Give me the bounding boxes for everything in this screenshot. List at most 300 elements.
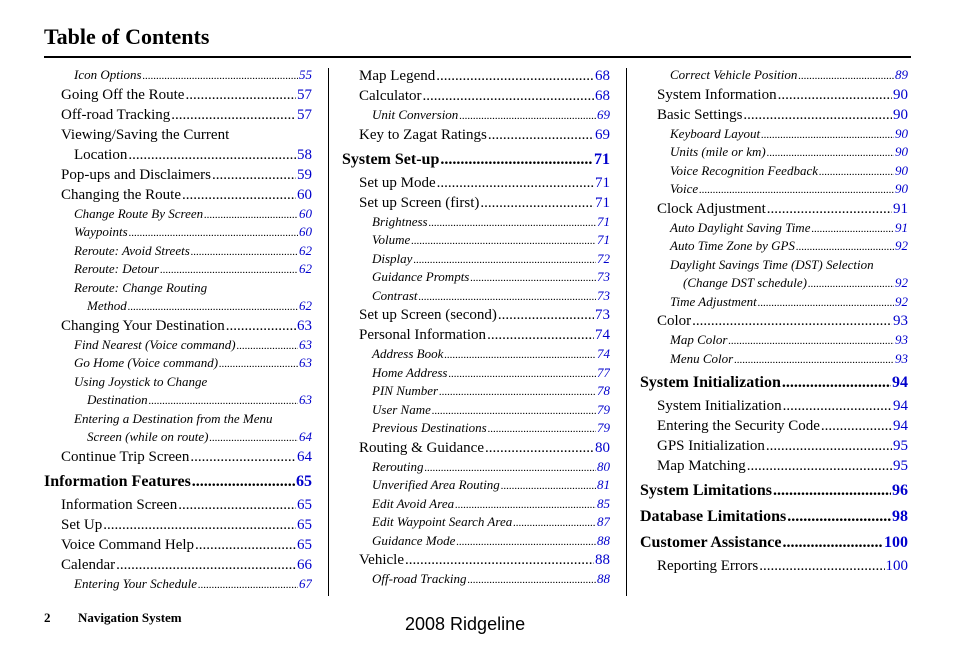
toc-entry-label: User Name	[372, 401, 431, 417]
toc-entry[interactable]	[640, 456, 908, 476]
toc-page-link[interactable]: 62	[299, 298, 312, 313]
toc-entry[interactable]	[342, 438, 610, 458]
toc-entry[interactable]	[342, 125, 610, 145]
toc-entry-label: Menu Color	[670, 350, 734, 366]
toc-entry[interactable]	[342, 550, 610, 570]
dot-leader	[456, 533, 596, 551]
toc-entry-label: Find Nearest (Voice command)	[74, 336, 236, 352]
toc-page-link[interactable]: 63	[297, 317, 312, 334]
toc-entry[interactable]	[44, 575, 312, 594]
toc-entry[interactable]	[640, 219, 908, 238]
toc-entry-label: GPS Initialization	[657, 438, 765, 454]
dot-leader	[513, 514, 596, 532]
toc-entry-label: Change Route By Screen	[74, 205, 204, 221]
dot-leader	[811, 220, 894, 238]
dot-leader	[819, 163, 894, 181]
dot-leader	[808, 275, 894, 293]
toc-entry[interactable]	[44, 297, 312, 316]
toc-entry-label: (Change DST schedule)	[683, 275, 807, 290]
toc-page-link[interactable]: 92	[895, 293, 908, 309]
dot-leader	[143, 67, 298, 85]
toc-entry[interactable]	[640, 436, 908, 456]
toc-page-link[interactable]: 94	[892, 374, 908, 391]
toc-section-heading[interactable]	[44, 471, 312, 493]
toc-column-1	[44, 66, 312, 593]
dot-leader	[787, 506, 891, 528]
toc-entry[interactable]	[640, 416, 908, 436]
toc-page-link[interactable]: 58	[297, 146, 312, 163]
dot-leader	[758, 294, 894, 312]
toc-entry[interactable]	[44, 336, 312, 355]
toc-page-link[interactable]: 79	[597, 420, 610, 435]
toc-page-link[interactable]: 93	[895, 350, 908, 366]
toc-page-link[interactable]: 60	[299, 224, 312, 239]
toc-entry[interactable]	[640, 85, 908, 105]
toc-entry[interactable]	[342, 305, 610, 325]
toc-entry-label: Off-road Tracking	[372, 571, 467, 586]
toc-entry-label: Units (mile or km)	[670, 144, 766, 159]
toc-entry-label: System Information	[657, 86, 777, 103]
toc-page-link[interactable]: 73	[597, 269, 610, 284]
toc-page-link[interactable]: 66	[297, 556, 312, 573]
toc-entry-label: Vehicle	[359, 552, 404, 568]
toc-entry-label: Address Book	[372, 346, 444, 361]
toc-page-link[interactable]: 91	[893, 200, 908, 217]
toc-entry[interactable]	[44, 447, 312, 467]
toc-entry[interactable]	[640, 143, 908, 162]
toc-entry[interactable]	[44, 495, 312, 515]
toc-page-link[interactable]: 77	[597, 364, 610, 380]
toc-entry[interactable]	[640, 66, 908, 85]
toc-entry-label: Key to Zagat Ratings	[359, 126, 487, 143]
toc-entry-label: Edit Waypoint Search Area	[372, 514, 513, 529]
toc-page-link[interactable]: 69	[597, 107, 610, 122]
toc-page-link[interactable]: 95	[893, 458, 908, 474]
toc-entry[interactable]	[640, 396, 908, 416]
toc-page-link[interactable]: 74	[597, 346, 610, 361]
toc-entry-label: Auto Time Zone by GPS	[670, 238, 795, 253]
toc-entry[interactable]	[640, 293, 908, 312]
toc-entry-label: Information Screen	[61, 496, 178, 513]
toc-page-link[interactable]: 68	[595, 88, 610, 104]
toc-page-link[interactable]: 88	[597, 571, 610, 586]
dot-leader	[487, 325, 594, 345]
toc-entry[interactable]	[640, 199, 908, 219]
toc-entry-label: Color	[657, 313, 692, 329]
toc-entry[interactable]	[44, 223, 312, 242]
toc-entry[interactable]	[342, 364, 610, 383]
dot-leader	[759, 556, 884, 576]
toc-section-heading[interactable]	[640, 506, 908, 528]
dot-leader	[178, 495, 296, 515]
toc-entry[interactable]	[44, 205, 312, 224]
toc-entry-label: Rerouting	[372, 458, 424, 474]
toc-entry-label: Location	[74, 146, 128, 163]
dot-leader	[485, 438, 594, 458]
toc-page-link[interactable]: 64	[299, 429, 312, 444]
toc-page-link[interactable]: 98	[892, 508, 908, 525]
toc-page-link[interactable]: 63	[299, 336, 312, 352]
toc-page-link[interactable]: 73	[595, 307, 610, 323]
toc-entry-label: Entering the Security Code	[657, 418, 820, 434]
dot-leader	[425, 459, 596, 477]
dot-leader	[767, 199, 892, 219]
toc-page-link[interactable]: 94	[893, 398, 908, 414]
dot-leader	[782, 372, 891, 394]
toc-entry[interactable]	[44, 428, 312, 447]
toc-entry-label: Guidance Mode	[372, 532, 456, 548]
toc-page-link[interactable]: 60	[299, 205, 312, 221]
toc-page-link[interactable]: 55	[299, 67, 312, 82]
toc-entry-label: Correct Vehicle Position	[670, 67, 798, 82]
toc-entry-label: Auto Daylight Saving Time	[670, 219, 811, 235]
dot-leader	[171, 105, 296, 125]
toc-entry[interactable]	[342, 231, 610, 250]
dot-leader	[182, 185, 296, 205]
dot-leader	[116, 555, 296, 575]
dot-leader	[747, 456, 892, 476]
toc-page-link[interactable]: 68	[595, 68, 610, 84]
toc-section-heading[interactable]	[640, 480, 908, 502]
toc-entry-label: Entering a Destination from the Menu	[74, 410, 273, 426]
dot-leader	[459, 107, 596, 125]
toc-entry-label: Display	[372, 250, 413, 266]
toc-page-link[interactable]: 90	[895, 162, 908, 178]
toc-entry-label: Daylight Savings Time (DST) Selection	[670, 256, 874, 272]
toc-page-link[interactable]: 71	[595, 194, 610, 211]
toc-section-heading[interactable]	[342, 149, 610, 171]
toc-page-link[interactable]: 100	[885, 558, 908, 574]
toc-entry[interactable]	[640, 350, 908, 369]
dot-leader	[432, 402, 596, 420]
toc-entry[interactable]	[640, 331, 908, 350]
toc-page-link[interactable]: 92	[895, 275, 908, 290]
toc-page-link[interactable]: 57	[297, 86, 312, 103]
toc-entry-label: Brightness	[372, 213, 428, 229]
toc-entry-label: Unit Conversion	[372, 107, 459, 122]
toc-section-heading[interactable]	[640, 372, 908, 394]
toc-entry-label: Map Legend	[359, 68, 436, 84]
toc-entry[interactable]	[342, 513, 610, 532]
dot-leader	[439, 383, 596, 401]
dot-leader	[195, 535, 296, 555]
toc-entry[interactable]	[44, 145, 312, 165]
toc-page-link[interactable]: 88	[597, 532, 610, 548]
toc-entry	[44, 125, 312, 145]
toc-entry[interactable]	[44, 185, 312, 205]
toc-entry-label: Destination	[87, 392, 148, 407]
toc-page-link[interactable]: 67	[299, 575, 312, 591]
toc-page-link[interactable]: 71	[597, 213, 610, 229]
toc-entry-label: Contrast	[372, 287, 418, 303]
toc-entry-label: PIN Number	[372, 383, 439, 398]
toc-page-link[interactable]: 90	[895, 181, 908, 196]
toc-page-link[interactable]: 71	[594, 150, 610, 168]
toc-entry-label: Continue Trip Screen	[61, 448, 190, 465]
column-divider-1	[328, 68, 329, 596]
dot-leader	[128, 298, 298, 316]
toc-page-link[interactable]: 65	[297, 496, 312, 513]
toc-entry[interactable]	[342, 173, 610, 193]
dot-leader	[728, 332, 894, 350]
toc-entry[interactable]	[342, 401, 610, 420]
dot-leader	[190, 447, 296, 467]
toc-page-link[interactable]: 59	[297, 166, 312, 183]
toc-entry[interactable]	[44, 165, 312, 185]
dot-leader	[198, 576, 298, 594]
toc-column-2	[342, 66, 610, 589]
dot-leader	[413, 251, 596, 269]
toc-entry-label: Method	[87, 298, 127, 313]
toc-page-link[interactable]: 90	[893, 106, 908, 123]
toc-entry-label: Going Off the Route	[61, 86, 185, 103]
toc-entry[interactable]	[44, 354, 312, 373]
toc-entry[interactable]	[342, 250, 610, 269]
toc-entry-label: Changing the Route	[61, 186, 181, 203]
toc-entry[interactable]	[342, 570, 610, 589]
toc-entry-label: Set up Screen (first)	[359, 194, 480, 211]
toc-page-link[interactable]: 90	[893, 86, 908, 103]
toc-entry[interactable]	[342, 66, 610, 86]
toc-entry-label: Set Up	[61, 516, 103, 533]
toc-entry-label: Personal Information	[359, 327, 487, 343]
toc-entry	[640, 256, 908, 275]
toc-entry-label: Reroute: Change Routing	[74, 279, 208, 295]
dot-leader	[436, 66, 594, 86]
toc-entry-label: Entering Your Schedule	[74, 575, 198, 591]
dot-leader	[191, 243, 298, 261]
toc-entry[interactable]	[640, 237, 908, 256]
toc-entry-label: Go Home (Voice command)	[74, 355, 219, 370]
toc-entry[interactable]	[342, 419, 610, 438]
page-title: Table of Contents	[44, 24, 210, 49]
toc-page-link[interactable]: 64	[297, 448, 312, 465]
toc-entry[interactable]	[44, 316, 312, 336]
toc-entry[interactable]	[342, 476, 610, 495]
toc-entry-label: Reporting Errors	[657, 558, 759, 574]
toc-entry-label: Waypoints	[74, 224, 128, 239]
toc-entry[interactable]	[342, 325, 610, 345]
toc-entry[interactable]	[640, 125, 908, 144]
toc-page-link[interactable]: 60	[297, 186, 312, 203]
toc-page-link[interactable]: 79	[597, 401, 610, 417]
toc-entry-label: Pop-ups and Disclaimers	[61, 166, 211, 183]
toc-page-link[interactable]: 92	[895, 238, 908, 253]
toc-entry[interactable]	[44, 242, 312, 261]
dot-leader	[470, 269, 596, 287]
dot-leader	[821, 416, 892, 436]
toc-entry[interactable]	[342, 268, 610, 287]
toc-entry-label: Voice Recognition Feedback	[670, 162, 818, 178]
dot-leader	[796, 238, 894, 256]
dot-leader	[767, 144, 894, 162]
dot-leader	[103, 515, 296, 535]
toc-entry[interactable]	[342, 106, 610, 125]
toc-entry-label: Reroute: Detour	[74, 261, 160, 276]
dot-leader	[498, 305, 594, 325]
footer-page-number: 2	[44, 610, 51, 625]
toc-entry[interactable]	[44, 535, 312, 555]
dot-leader	[405, 550, 594, 570]
dot-leader	[212, 165, 296, 185]
dot-leader	[480, 193, 594, 213]
toc-entry-label: Set up Screen (second)	[359, 307, 497, 323]
toc-entry-label: Reroute: Avoid Streets	[74, 242, 190, 258]
dot-leader	[128, 145, 296, 165]
toc-entry-label: Information Features	[44, 472, 191, 490]
dot-leader	[204, 206, 298, 224]
toc-entry-label: Map Color	[670, 332, 728, 347]
toc-page-link[interactable]: 81	[597, 477, 610, 492]
toc-entry[interactable]	[44, 85, 312, 105]
footer-section-name: Navigation System	[78, 610, 182, 625]
dot-leader	[448, 365, 596, 383]
toc-entry[interactable]	[342, 345, 610, 364]
dot-leader	[778, 85, 892, 105]
toc-entry[interactable]	[44, 391, 312, 410]
toc-page-link[interactable]: 62	[299, 261, 312, 276]
dot-leader	[798, 67, 894, 85]
dot-leader	[501, 477, 596, 495]
dot-leader	[488, 420, 596, 438]
dot-leader	[766, 436, 892, 456]
toc-page-link[interactable]: 96	[892, 482, 908, 499]
toc-entry-label: Map Matching	[657, 458, 746, 474]
dot-leader	[149, 392, 298, 410]
toc-entry[interactable]	[342, 495, 610, 514]
toc-entry-label: Calendar	[61, 556, 116, 573]
toc-page-link[interactable]: 71	[595, 174, 610, 191]
footer-model: 2008 Ridgeline	[405, 614, 526, 634]
toc-page-link[interactable]: 74	[595, 327, 610, 343]
toc-entry[interactable]	[44, 555, 312, 575]
toc-page-link[interactable]: 69	[595, 126, 610, 143]
toc-page-link[interactable]: 65	[296, 472, 312, 490]
dot-leader	[440, 149, 593, 171]
toc-entry-label: Clock Adjustment	[657, 200, 766, 217]
toc-entry-label: Using Joystick to Change	[74, 373, 208, 389]
toc-page-link[interactable]: 85	[597, 495, 610, 511]
toc-entry-label: System Set-up	[342, 150, 440, 168]
toc-entry-label: Customer Assistance	[640, 534, 782, 551]
dot-leader	[692, 311, 892, 331]
toc-page-link[interactable]: 65	[297, 536, 312, 553]
toc-page-link[interactable]: 80	[595, 439, 610, 456]
toc-entry[interactable]	[44, 260, 312, 279]
dot-leader	[468, 571, 597, 589]
toc-page-link[interactable]: 80	[597, 458, 610, 474]
toc-page-link[interactable]: 95	[893, 438, 908, 454]
dot-leader	[185, 85, 296, 105]
toc-entry-label: Previous Destinations	[372, 420, 487, 435]
toc-page-link[interactable]: 88	[595, 552, 610, 568]
toc-entry-label: Routing & Guidance	[359, 439, 484, 456]
dot-leader	[782, 532, 883, 554]
toc-entry[interactable]	[44, 515, 312, 535]
column-divider-2	[626, 68, 627, 596]
toc-page-link[interactable]: 91	[895, 219, 908, 235]
toc-entry[interactable]	[44, 105, 312, 125]
toc-entry[interactable]	[342, 382, 610, 401]
toc-entry[interactable]	[342, 458, 610, 477]
toc-entry[interactable]	[640, 180, 908, 199]
dot-leader	[411, 232, 596, 250]
toc-page-link[interactable]: 63	[299, 392, 312, 407]
dot-leader	[209, 429, 298, 447]
dot-leader	[129, 224, 298, 242]
toc-page-link[interactable]: 73	[597, 287, 610, 303]
toc-entry-label: Icon Options	[74, 67, 142, 82]
toc-entry-label: Viewing/Saving the Current	[61, 126, 230, 143]
toc-entry[interactable]	[342, 287, 610, 306]
toc-entry-label: Unverified Area Routing	[372, 477, 500, 492]
dot-leader	[455, 496, 596, 514]
toc-entry[interactable]	[640, 311, 908, 331]
toc-page-link[interactable]: 94	[893, 418, 908, 434]
dot-leader	[437, 173, 594, 193]
dot-leader	[734, 351, 894, 369]
dot-leader	[226, 316, 296, 336]
toc-page-link[interactable]: 63	[299, 355, 312, 370]
toc-entry[interactable]	[342, 213, 610, 232]
toc-page-link[interactable]: 90	[895, 125, 908, 141]
toc-entry[interactable]	[640, 162, 908, 181]
dot-leader	[219, 355, 298, 373]
dot-leader	[783, 396, 892, 416]
toc-page-link[interactable]: 87	[597, 514, 610, 529]
toc-page-link[interactable]: 89	[895, 67, 908, 82]
toc-page-link[interactable]: 57	[297, 106, 312, 123]
toc-entry-label: System Limitations	[640, 482, 772, 499]
toc-entry-label: Guidance Prompts	[372, 269, 470, 284]
dot-leader	[773, 480, 891, 502]
toc-page-link[interactable]: 62	[299, 242, 312, 258]
dot-leader	[419, 288, 596, 306]
title-rule	[44, 56, 911, 58]
toc-page-link[interactable]: 93	[893, 313, 908, 329]
toc-entry[interactable]	[342, 193, 610, 213]
toc-page-link[interactable]: 93	[895, 332, 908, 347]
toc-page-link[interactable]: 100	[884, 534, 908, 551]
toc-entry-label: Database Limitations	[640, 508, 787, 525]
toc-section-heading[interactable]	[640, 532, 908, 554]
toc-entry[interactable]	[640, 105, 908, 125]
toc-entry[interactable]	[640, 556, 908, 576]
toc-entry-label: Basic Settings	[657, 106, 743, 123]
toc-entry	[44, 279, 312, 298]
toc-page-link[interactable]: 65	[297, 516, 312, 533]
toc-page-link[interactable]: 72	[597, 250, 610, 266]
toc-entry[interactable]	[640, 274, 908, 293]
toc-entry[interactable]	[342, 532, 610, 551]
toc-entry[interactable]	[44, 66, 312, 85]
toc-page-link[interactable]: 78	[597, 383, 610, 398]
toc-entry-label: Calculator	[359, 88, 422, 104]
toc-entry-label: System Initialization	[657, 398, 782, 414]
toc-entry-label: Edit Avoid Area	[372, 495, 455, 511]
dot-leader	[192, 471, 295, 493]
toc-page-link[interactable]: 90	[895, 144, 908, 159]
toc-entry-label: Voice Command Help	[61, 536, 195, 553]
dot-leader	[444, 346, 596, 364]
toc-entry	[44, 373, 312, 392]
dot-leader	[761, 126, 894, 144]
toc-entry-label: Home Address	[372, 364, 448, 380]
dot-leader	[237, 337, 298, 355]
toc-page-link[interactable]: 71	[597, 232, 610, 247]
toc-entry[interactable]	[342, 86, 610, 106]
toc-entry-label: Screen (while on route)	[87, 429, 209, 444]
